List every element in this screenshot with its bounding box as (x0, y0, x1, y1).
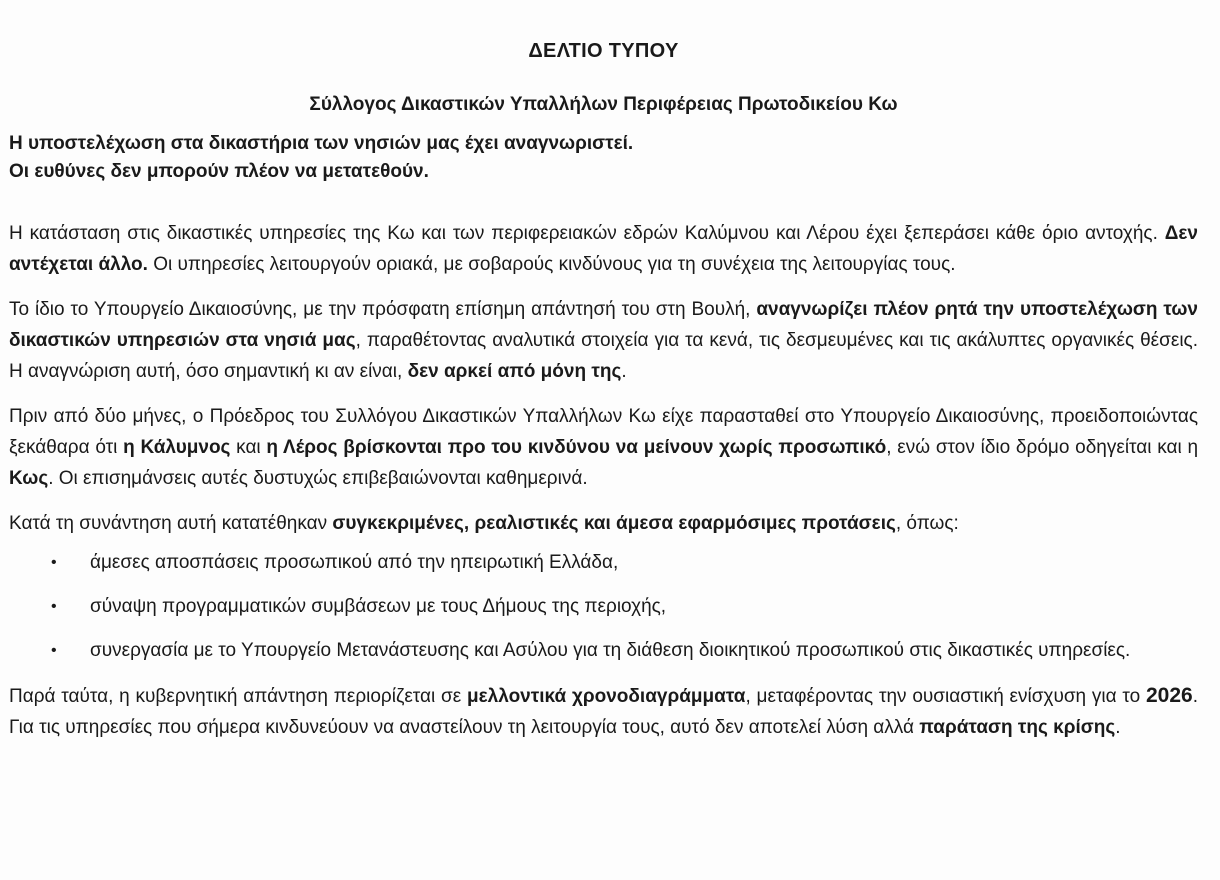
p5-bold-1: μελλοντικά χρονοδιαγράμματα (467, 686, 746, 707)
list-item (9, 547, 1198, 578)
p2-text-2: , παραθέτοντας αναλυτικά στοιχεία για τα κενά, τις δεσμευμένες και τις ακάλυπτες οργανικές θέσεις. Η αναγνώριση αυτή, όσο σημαντική κι αν είναι, (9, 330, 1198, 382)
p4-text-1: Κατά τη συνάντηση αυτή κατατέθηκαν (9, 513, 333, 534)
paragraph-5 (9, 680, 1198, 743)
p5-text-3: . Για τις υπηρεσίες που σήμερα κινδυνεύουν να αναστείλουν τη λειτουργία τους, αυτό δεν αποτελεί λύση αλλά (9, 686, 1198, 738)
p5-bold-year: 2026 (1146, 684, 1193, 707)
list-item-text: σύναψη προγραμματικών συμβάσεων με τους Δήμους της περιοχής, (90, 596, 667, 617)
list-item-text: συνεργασία με το Υπουργείο Μετανάστευσης και Ασύλου για τη διάθεση διοικητικού προσωπικού στις δικαστικές υπηρεσίες. (90, 640, 1131, 661)
p1-bold-1: Δεν αντέχεται άλλο. (9, 223, 1198, 275)
list-item-text: άμεσες αποσπάσεις προσωπικού από την ηπειρωτική Ελλάδα, (90, 552, 619, 573)
document-subtitle: Σύλλογος Δικαστικών Υπαλλήλων Περιφέρειας Πρωτοδικείου Κω (309, 94, 898, 115)
paragraph-1 (9, 218, 1198, 280)
p3-text-3: , ενώ στον ίδιο δρόμο οδηγείται και η (886, 437, 1199, 458)
p5-text-4: . (1115, 717, 1121, 738)
p4-text-2: , όπως: (895, 513, 959, 534)
p1-text-1: Η κατάσταση στις δικαστικές υπηρεσίες της Κω και των περιφερειακών εδρών Καλύμνου και Λέρου έχει ξεπεράσει κάθε όριο αντοχής. (9, 223, 1165, 244)
bullet-icon: • (51, 598, 57, 615)
p3-text-2: και (230, 437, 267, 458)
p4-bold-1: συγκεκριμένες, ρεαλιστικές και άμεσα εφαρμόσιμες προτάσεις (332, 513, 896, 534)
paragraph-4 (9, 508, 1198, 539)
p2-text-1: Το ίδιο το Υπουργείο Δικαιοσύνης, με την πρόσφατη επίσημη απάντησή του στη Βουλή, (9, 299, 757, 320)
bullet-icon: • (51, 554, 57, 571)
p3-text-1: Πριν από δύο μήνες, ο Πρόεδρος του Συλλόγου Δικαστικών Υπαλλήλων Κω είχε παρασταθεί στο Υπουργείο Δικαιοσύνης, προειδοποιώντας ξεκάθαρα ότι (9, 406, 1198, 458)
p5-text-1: Παρά ταύτα, η κυβερνητική απάντηση περιορίζεται σε (9, 686, 468, 707)
p2-bold-2: δεν αρκεί από μόνη της (407, 361, 622, 382)
p3-bold-2: η Λέρος βρίσκονται προ του κινδύνου να μείνουν χωρίς προσωπικό (266, 437, 887, 458)
p1-text-2: Οι υπηρεσίες λειτουργούν οριακά, με σοβαρούς κινδύνους για τη συνέχεια της λειτουργίας τους. (147, 254, 956, 275)
p2-text-3: . (621, 361, 627, 382)
headline-line-1: Η υποστελέχωση στα δικαστήρια των νησιών μας έχει αναγνωριστεί. (9, 133, 634, 154)
proposals-list (9, 547, 1198, 666)
list-item (9, 591, 1198, 622)
headline (9, 130, 1198, 186)
p3-text-4: . Οι επισημάνσεις αυτές δυστυχώς επιβεβαιώνονται καθημερινά. (48, 468, 588, 489)
p3-bold-1: η Κάλυμνος (123, 437, 231, 458)
headline-line-2: Οι ευθύνες δεν μπορούν πλέον να μετατεθούν. (9, 161, 429, 182)
list-item (9, 635, 1198, 666)
p3-bold-3: Κως (9, 468, 49, 489)
p2-bold-1: αναγνωρίζει πλέον ρητά την υποστελέχωση των δικαστικών υπηρεσιών στα νησιά μας (9, 299, 1198, 351)
bullet-icon: • (51, 642, 57, 659)
paragraph-3 (9, 401, 1198, 494)
paragraph-2 (9, 294, 1198, 387)
p5-text-2: , μεταφέροντας την ουσιαστική ενίσχυση για το (745, 686, 1146, 707)
p5-bold-3: παράταση της κρίσης (919, 717, 1116, 738)
document-title: ΔΕΛΤΙΟ ΤΥΠΟΥ (528, 40, 679, 62)
